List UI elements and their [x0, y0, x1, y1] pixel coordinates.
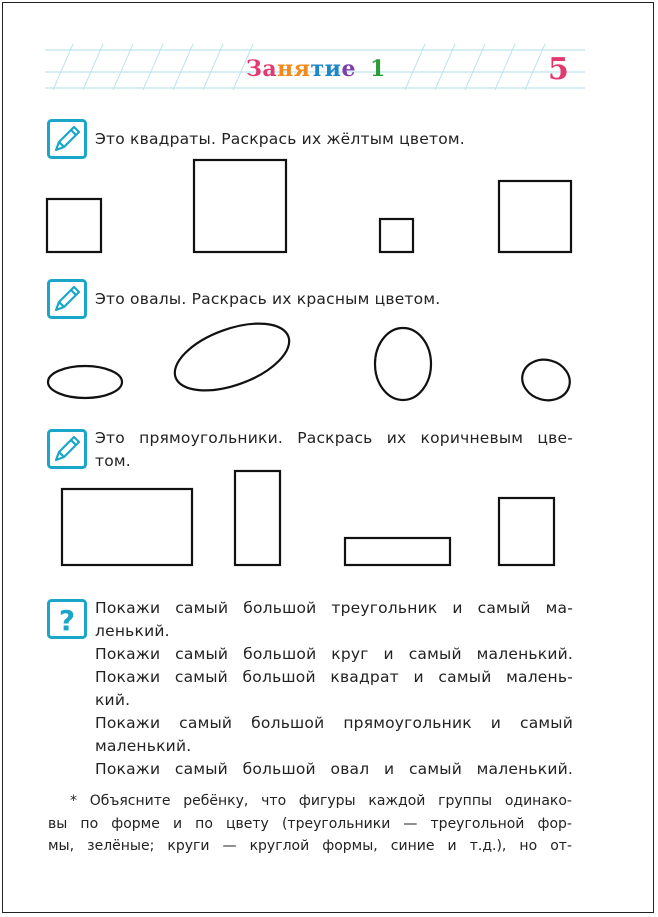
text-line: маленький.	[95, 737, 192, 755]
title-part: е	[341, 56, 356, 82]
task3-text	[95, 427, 573, 473]
text-line: ленький.	[95, 622, 170, 640]
pencil-icon	[47, 119, 87, 159]
text-line: том.	[95, 452, 131, 470]
note-line: * Объясните ребёнку, что фигуры каждой группы одинако-	[70, 793, 572, 809]
text-line: Это овалы. Раскрась их красным цветом.	[95, 290, 441, 308]
text-line: Покажи самый большой квадрат и самый малень-	[95, 668, 573, 686]
task2-text	[95, 288, 440, 311]
text-line: Это квадраты. Раскрась их жёлтым цветом.	[95, 130, 465, 148]
page-number: 5	[548, 52, 569, 87]
title-part: ня	[277, 56, 311, 82]
text-line: Покажи самый большой прямоугольник и самый	[95, 714, 573, 732]
text-line: Это прямоугольники. Раскрась их коричневым цве-	[95, 429, 573, 447]
note-line: вы по форме и по цвету (треугольники — треугольной фор-	[48, 815, 572, 832]
text-line: Покажи самый большой круг и самый маленький.	[95, 645, 573, 663]
text-line: кий.	[95, 691, 131, 709]
lesson-title	[246, 56, 386, 82]
title-part: За	[246, 56, 278, 82]
note-line: мы, зелёные; круги — круглой формы, синие и т.д.), но от-	[48, 838, 572, 854]
pencil-icon	[47, 279, 87, 319]
question-icon	[47, 599, 87, 639]
text-line: Покажи самый большой овал и самый маленький.	[95, 760, 573, 778]
parent-note	[48, 790, 572, 858]
pencil-icon	[47, 429, 87, 469]
title-part: ти	[310, 56, 342, 82]
text-line: Покажи самый большой треугольник и самый ма-	[95, 599, 573, 617]
question-glyph: ?	[58, 604, 76, 637]
task4-text	[95, 597, 573, 781]
lesson-number: 1	[369, 56, 386, 82]
task1-text	[95, 128, 465, 151]
